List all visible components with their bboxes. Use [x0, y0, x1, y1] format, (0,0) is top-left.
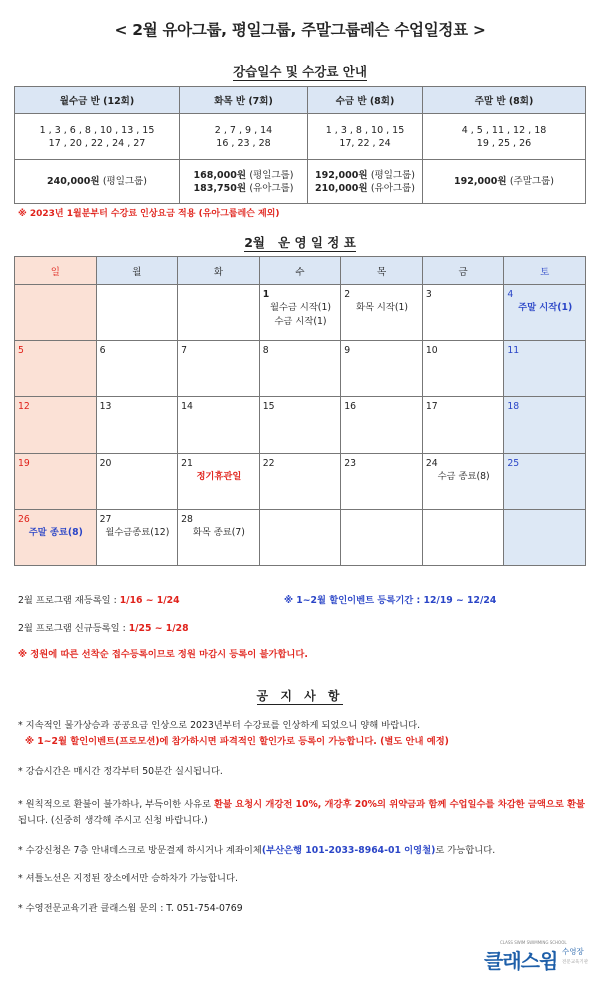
- calendar-day: [15, 285, 97, 341]
- calendar-day: [178, 397, 260, 453]
- fee-note: ※ 2023년 1월분부터 수강료 인상요금 적용 (유아그룹레슨 제외): [18, 209, 280, 219]
- calendar-day: [422, 453, 504, 509]
- calendar-heading: 2월 운 영 일 정 표: [244, 235, 356, 250]
- calendar-day: [178, 341, 260, 397]
- calendar-day: [341, 509, 423, 565]
- calendar-event: 월수금종료(12): [105, 526, 170, 538]
- day-number: 3: [425, 289, 432, 300]
- fee-header: 화목 반 (7회): [180, 87, 308, 114]
- fee-header: 수금 반 (8회): [308, 87, 423, 114]
- calendar-day: [259, 285, 341, 341]
- calendar-event: 화목 종료(7): [192, 526, 245, 538]
- newreg-line: 2월 프로그램 신규등록일 : 1/25 ~ 1/28: [18, 623, 189, 634]
- day-number: 7: [181, 345, 188, 357]
- day-number: 25: [507, 457, 520, 469]
- calendar-day: [96, 509, 178, 565]
- fee-table: [14, 86, 586, 204]
- calendar-table: [14, 256, 586, 566]
- calendar-day: [15, 397, 97, 453]
- registration-warning: ※ 정원에 따른 선착순 접수등록이므로 정원 마감시 등록이 불가합니다.: [18, 649, 308, 660]
- day-number: 23: [344, 457, 357, 469]
- rereg-line: 2월 프로그램 재등록일 : 1/16 ~ 1/24: [18, 595, 180, 606]
- day-number: 15: [262, 401, 275, 413]
- calendar-event: 월수금 시작(1): [269, 302, 331, 313]
- day-number: 24: [425, 457, 438, 469]
- brand-logo: CLASS SWIM SWIMMING SCHOOL 클래스윔 수영장 전문교육기관: [484, 940, 589, 973]
- calendar-day: [504, 397, 586, 453]
- weekday-header: 토: [504, 257, 586, 285]
- day-number: 27: [99, 513, 112, 525]
- fee-header: 월수금 반 (12회): [15, 87, 180, 114]
- weekday-header: 월: [96, 257, 178, 285]
- calendar-day: [259, 509, 341, 565]
- calendar-day: [504, 341, 586, 397]
- calendar-day: [422, 285, 504, 341]
- calendar-event: 수금 시작(1): [274, 316, 327, 327]
- day-number: 14: [181, 401, 193, 413]
- calendar-event: 주말 종료(8): [28, 526, 83, 538]
- calendar-week: [15, 397, 586, 453]
- weekday-header: 일: [15, 257, 97, 285]
- day-number: 21: [181, 457, 193, 469]
- day-number: 1: [262, 289, 270, 300]
- day-number: 11: [507, 345, 520, 357]
- fee-price: 240,000원 (평일그룹): [15, 160, 180, 204]
- fee-price: 192,000원 (평일그룹) 210,000원 (유아그룹): [308, 160, 423, 204]
- calendar-day: [96, 341, 178, 397]
- calendar-day: [504, 285, 586, 341]
- notice-6: * 수영전문교육기관 클래스윔 문의 : T. 051-754-0769: [18, 903, 243, 914]
- calendar-day: [96, 285, 178, 341]
- day-number: 17: [425, 401, 438, 413]
- weekday-header: 화: [178, 257, 260, 285]
- calendar-event: 수금 종료(8): [437, 470, 490, 482]
- calendar-day: [259, 397, 341, 453]
- day-number: 20: [99, 457, 112, 469]
- calendar-day: [341, 285, 423, 341]
- fee-price: 192,000원 (주말그룹): [423, 160, 586, 204]
- day-number: 16: [344, 401, 357, 413]
- day-number: 8: [262, 345, 269, 357]
- event-line: ※ 1~2월 할인이벤트 등록기간 : 12/19 ~ 12/24: [284, 595, 497, 606]
- calendar-day: [15, 341, 97, 397]
- calendar-week: [15, 285, 586, 341]
- day-number: 12: [18, 401, 30, 413]
- calendar-day: [422, 341, 504, 397]
- day-number: 6: [99, 345, 106, 357]
- calendar-day: [341, 397, 423, 453]
- fee-dates: 1 , 3 , 6 , 8 , 10 , 13 , 15 17 , 20 , 22 , 24 , 27: [15, 114, 180, 160]
- calendar-week: [15, 341, 586, 397]
- calendar-day: [96, 453, 178, 509]
- day-number: 26: [18, 513, 30, 525]
- calendar-day: [504, 509, 586, 565]
- day-number: 22: [262, 457, 275, 469]
- fee-section-heading: 강습일수 및 수강료 안내: [233, 64, 367, 79]
- day-number: 18: [507, 401, 520, 413]
- calendar-event: 화목 시작(1): [356, 302, 409, 313]
- day-number: 13: [99, 401, 112, 413]
- day-number: 9: [344, 345, 351, 357]
- calendar-day: [422, 397, 504, 453]
- calendar-day: [178, 509, 260, 565]
- notice-5: * 셔틀노선은 지정된 장소에서만 승하차가 가능합니다.: [18, 873, 238, 884]
- calendar-day: [15, 509, 97, 565]
- calendar-event: 주말 시작(1): [518, 302, 573, 313]
- calendar-day: [178, 453, 260, 509]
- calendar-day: [259, 453, 341, 509]
- notice-2: * 강습시간은 매시간 정각부터 50분간 실시됩니다.: [18, 766, 223, 777]
- day-number: 28: [181, 513, 193, 525]
- notice-1: * 지속적인 물가상승과 공공요금 인상으로 2023년부터 수강료를 인상하게 되었으니 양해 바랍니다. ※ 1~2월 할인이벤트(프로모션)에 참가하시면 파격적인 할인가로 등록이 가능합니다. (별도 안내 예정): [18, 720, 449, 747]
- day-number: 4: [507, 289, 514, 300]
- calendar-event: 정기휴관일: [196, 470, 242, 482]
- page-title: < 2월 유아그룹, 평일그룹, 주말그룹레슨 수업일정표 >: [114, 21, 486, 39]
- day-number: 2: [344, 289, 351, 300]
- day-number: 10: [425, 345, 438, 357]
- notice-heading: 공 지 사 항: [256, 689, 344, 703]
- day-number: 19: [18, 457, 30, 469]
- notice-3: * 원칙적으로 환불이 불가하나, 부득이한 사유로 환불 요청시 개강전 10%, 개강후 20%의 위약금과 함께 수업일수를 차감한 금액으로 환불됩니다. (신중히 생각해 주시고 신청 바랍니다.): [18, 799, 586, 826]
- weekday-header: 목: [341, 257, 423, 285]
- calendar-day: [259, 341, 341, 397]
- calendar-day: [504, 453, 586, 509]
- calendar-day: [341, 453, 423, 509]
- calendar-day: [178, 285, 260, 341]
- calendar-day: [96, 397, 178, 453]
- calendar-week: [15, 453, 586, 509]
- fee-dates: 4 , 5 , 11 , 12 , 18 19 , 25 , 26: [423, 114, 586, 160]
- fee-price: 168,000원 (평일그룹) 183,750원 (유아그룹): [180, 160, 308, 204]
- weekday-header: 금: [422, 257, 504, 285]
- notice-4: * 수강신청은 7층 안내데스크로 방문결제 하시거나 계좌이체(부산은행 101-2033-8964-01 이영철)로 가능합니다.: [18, 845, 496, 856]
- fee-header: 주말 반 (8회): [423, 87, 586, 114]
- calendar-day: [15, 453, 97, 509]
- fee-dates: 1 , 3 , 8 , 10 , 15 17, 22 , 24: [308, 114, 423, 160]
- calendar-day: [422, 509, 504, 565]
- calendar-day: [341, 341, 423, 397]
- calendar-week: [15, 509, 586, 565]
- day-number: 5: [18, 345, 24, 357]
- weekday-header: 수: [259, 257, 341, 285]
- fee-dates: 2 , 7 , 9 , 14 16 , 23 , 28: [180, 114, 308, 160]
